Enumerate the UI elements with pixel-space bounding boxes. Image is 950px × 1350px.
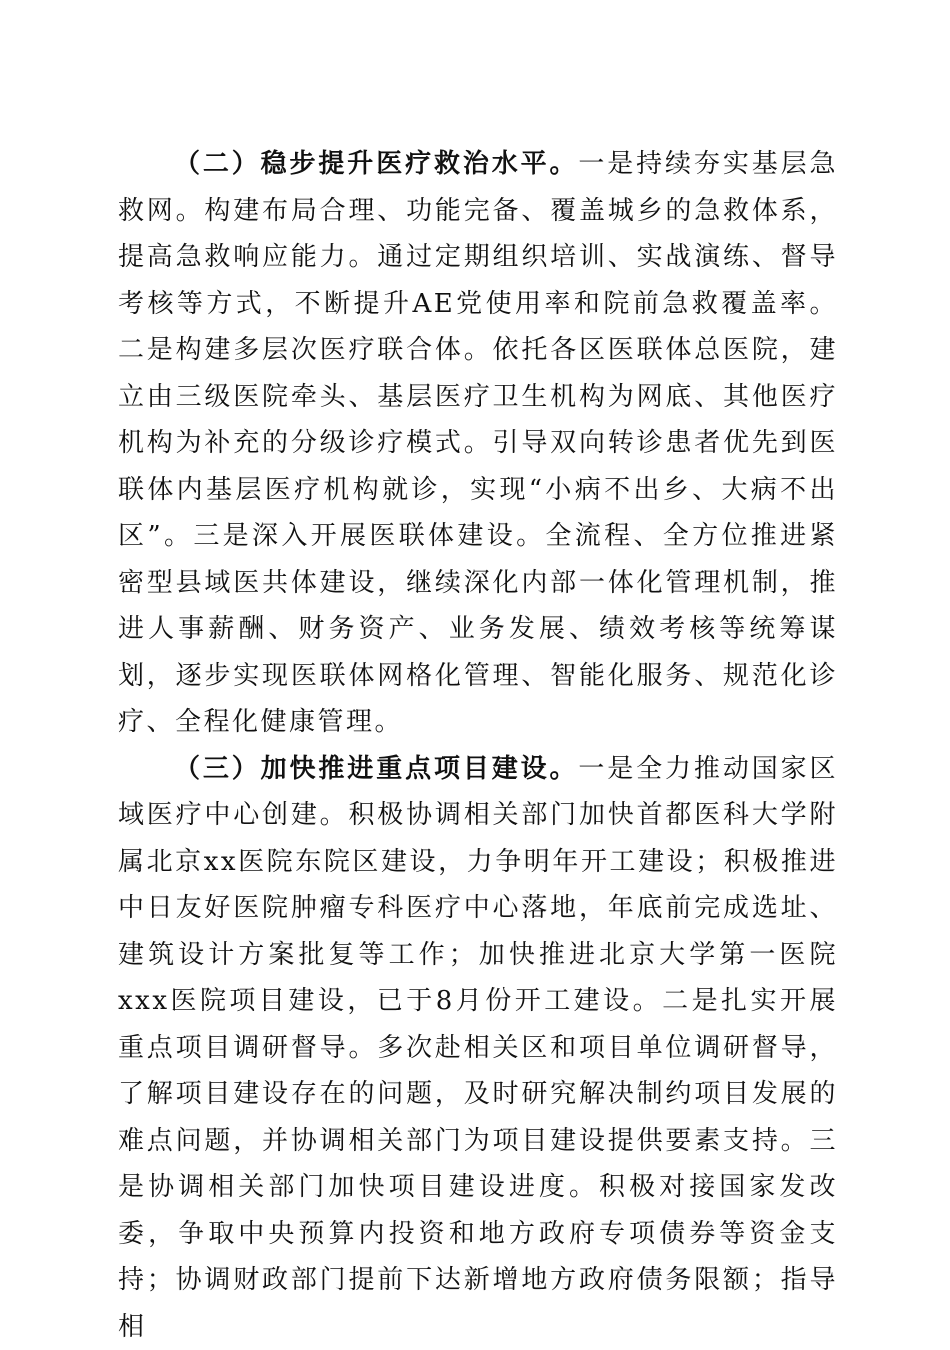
paragraph-text: 一是全力推动国家区域医疗中心创建。积极协调相关部门加快首都医科大学附属北京xx医院东院区建设，力争明年开工建设；积极推进中日友好医院肿瘤专科医疗中心落地，年底前完成选址、建筑设计方案批复等工作；加快推进北京大学第一医院xxx医院项目建设，已于8月份开工建设。二是扎实开展重点项目调研督导。多次赴相关区和项目单位调研督导，了解项目建设存在的问题，及时研究解决制约项目发展的难点问题，并协调相关部门为项目建设提供要素支持。三是协调相关部门加快项目建设进度。积极对接国家发改委，争取中央预算内投资和地方政府专项债券等资金支持；协调财政部门提前下达新增地方政府债务限额；指导相 <box>118 754 838 1342</box>
paragraph-text: 一是持续夯实基层急救网。构建布局合理、功能完备、覆盖城乡的急救体系，提高急救响应能力。通过定期组织培训、实战演练、督导考核等方式，不断提升AE党使用率和院前急救覆盖率。二是构建多层次医疗联合体。依托各区医联体总医院，建立由三级医院牵头、基层医疗卫生机构为网底、其他医疗机构为补充的分级诊疗模式。引导双向转诊患者优先到医联体内基层医疗机构就诊，实现“小病不出乡、大病不出区”。三是深入开展医联体建设。全流程、全方位推进紧密型县域医共体建设，继续深化内部一体化管理机制，推进人事薪酬、财务资产、业务发展、绩效考核等统筹谋划，逐步实现医联体网格化管理、智能化服务、规范化诊疗、全程化健康管理。 <box>118 149 838 737</box>
section-heading-2: （二）稳步提升医疗救治水平。 <box>174 149 578 179</box>
paragraph-medical-treatment <box>118 141 838 746</box>
document-body <box>118 141 838 1350</box>
paragraph-key-projects <box>118 746 838 1350</box>
section-heading-3: （三）加快推进重点项目建设。 <box>174 754 578 784</box>
